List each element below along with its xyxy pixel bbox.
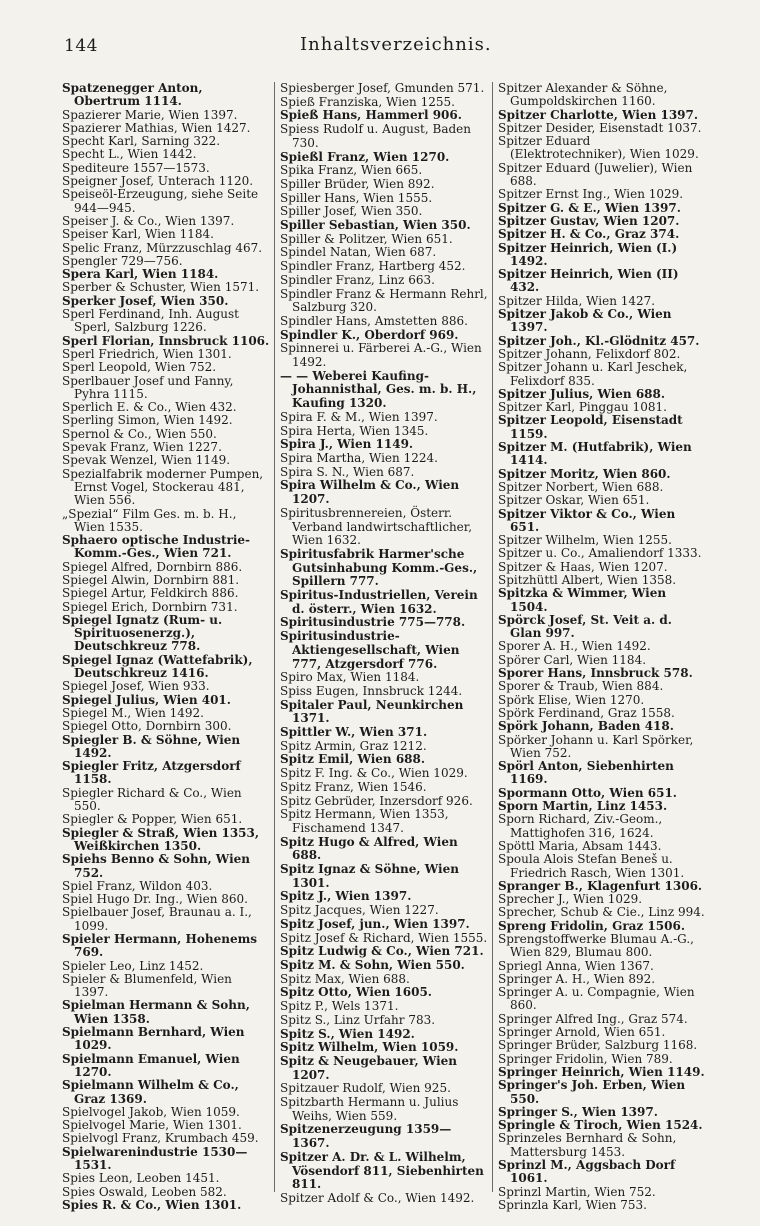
index-entry: Spranger B., Klagenfurt 1306.	[498, 878, 703, 893]
index-entry: Spitzer Karl, Pinggau 1081.	[498, 400, 667, 415]
index-entry: Spitzer Julius, Wien 688.	[498, 386, 666, 401]
index-entry: Spitz Hugo & Alfred, Wien 688.	[280, 834, 458, 863]
index-entry: Spiegel Alwin, Dornbirn 881.	[62, 572, 240, 587]
index-entry: Spitzer M. (Hutfabrik), Wien 1414.	[498, 440, 692, 468]
index-entry: Spiegler & Popper, Wien 651.	[62, 812, 243, 827]
index-entry: Spießl Franz, Wien 1270.	[280, 149, 450, 164]
index-entry: Spiegler Richard & Co., Wien 550.	[62, 785, 242, 814]
index-entry: Spiegel Ignaz (Wattefabrik), Deutschkreuz 1416.	[62, 652, 253, 681]
index-entry: Spitzer Johann, Felixdorf 802.	[498, 346, 681, 361]
index-entry: Spindler Franz & Hermann Rehrl, Salzburg 320.	[280, 286, 488, 315]
index-entry: Sprinzl M., Aggsbach Dorf 1061.	[498, 1158, 676, 1186]
index-entry: Sphaero optische Industrie-Komm.-Ges., Wien 721.	[62, 533, 251, 561]
index-entry: Spitzer G. & E., Wien 1397.	[498, 200, 681, 215]
index-entry: Spitzer Wilhelm, Wien 1255.	[498, 533, 672, 548]
index-entry: Spitz Max, Wien 688.	[280, 971, 410, 986]
index-entry: Springer Arnold, Wien 651.	[498, 1025, 666, 1040]
index-column-3	[498, 82, 706, 1212]
index-entry: Sprinzla Karl, Wien 753.	[498, 1197, 647, 1212]
index-entry: Spiritusindustrie-Aktiengesellschaft, Wien 777, Atzgersdorf 776.	[280, 629, 460, 671]
index-entry: Sporn Richard, Ziv.-Geom., Mattighofen 316, 1624.	[498, 812, 663, 840]
index-entry: Spitzer Heinrich, Wien (II) 432.	[498, 267, 679, 295]
index-entry: Sprecher J., Wien 1029.	[498, 892, 643, 907]
index-entry: Spriegl Anna, Wien 1367.	[498, 958, 654, 973]
index-entry: Spitzer Desider, Eisenstadt 1037.	[498, 120, 702, 135]
index-entry: Spatzenegger Anton, Obertrum 1114.	[62, 81, 203, 109]
index-entry: Spitzer Oskar, Wien 651.	[498, 493, 650, 508]
index-entry: Sporn Martin, Linz 1453.	[498, 799, 668, 814]
index-entry: Spiegel Otto, Dornbirn 300.	[62, 719, 232, 734]
index-entry: Spielmann Emanuel, Wien 1270.	[62, 1051, 240, 1079]
index-entry: Spreng Fridolin, Graz 1506.	[498, 918, 686, 933]
index-entry: Spiegel Artur, Feldkirch 886.	[62, 586, 239, 601]
index-entry: Spitz S., Wien 1492.	[280, 1026, 415, 1041]
index-entry: Spika Franz, Wien 665.	[280, 163, 423, 178]
index-entry: Spieler Hermann, Hohenems 769.	[62, 932, 258, 960]
index-entry: Spielmann Wilhelm & Co., Graz 1369.	[62, 1078, 239, 1106]
index-entry: Sprecher, Schub & Cie., Linz 994.	[498, 905, 705, 920]
index-entry: Speiseöl-Erzeugung, siehe Seite 944—945.	[62, 187, 259, 215]
index-entry: Spiess Rudolf u. August, Baden 730.	[280, 122, 471, 150]
index-entry: Spiro Max, Wien 1184.	[280, 670, 420, 685]
index-entry: Sprengstoffwerke Blumau A.-G., Wien 829, Blumau 800.	[498, 932, 694, 960]
index-entry: Spindler Franz, Linz 663.	[280, 272, 435, 287]
index-entry: Sporer A. H., Wien 1492.	[498, 639, 651, 654]
index-entry: Spitzer Adolf & Co., Wien 1492.	[280, 1190, 475, 1205]
index-entry: Spitz Jacques, Wien 1227.	[280, 903, 439, 918]
index-entry: Spindel Natan, Wien 687.	[280, 245, 437, 260]
index-entry: Spieler Leo, Linz 1452.	[62, 958, 204, 973]
index-entry: Spitzer Viktor & Co., Wien 651.	[498, 506, 676, 534]
index-entry: Speiser Karl, Wien 1184.	[62, 227, 214, 242]
index-entry: Spitzer Norbert, Wien 688.	[498, 479, 664, 494]
index-entry: Springer Fridolin, Wien 789.	[498, 1051, 673, 1066]
index-entry: Springer S., Wien 1397.	[498, 1104, 658, 1119]
index-entry: Speiser J. & Co., Wien 1397.	[62, 213, 235, 228]
index-entry: Spitz Gebrüder, Inzersdorf 926.	[280, 793, 473, 808]
index-entry: Spieß Hans, Hammerl 906.	[280, 108, 462, 123]
index-entry: Spira Wilhelm & Co., Wien 1207.	[280, 478, 460, 507]
index-entry: Spielvogel Jakob, Wien 1059.	[62, 1104, 240, 1119]
index-entry: Spinnerei u. Färberei A.-G., Wien 1492.	[280, 341, 482, 370]
index-entry: Spitzer Heinrich, Wien (I.) 1492.	[498, 240, 678, 268]
index-entry: Sprinzeles Bernhard & Sohn, Mattersburg 1453.	[498, 1131, 677, 1159]
index-entry: Spitaler Paul, Neunkirchen 1371.	[280, 697, 464, 726]
index-entry: Spiegel Julius, Wien 401.	[62, 692, 231, 707]
index-entry: Spitz F. Ing. & Co., Wien 1029.	[280, 766, 468, 781]
index-entry: Spitzer Ernst Ing., Wien 1029.	[498, 187, 684, 202]
index-entry: Spitzer Johann u. Karl Jeschek, Felixdorf 835.	[498, 360, 688, 388]
index-entry: Springer A. H., Wien 892.	[498, 971, 656, 986]
index-entry: Spiesberger Josef, Gmunden 571.	[280, 81, 485, 95]
index-entry: Spiller Brüder, Wien 892.	[280, 176, 435, 191]
index-entry: Spevak Franz, Wien 1227.	[62, 440, 222, 455]
index-entry: Specht Karl, Sarning 322.	[62, 134, 221, 149]
index-entry: Spira F. & M., Wien 1397.	[280, 409, 438, 424]
index-entry: Sperl Friedrich, Wien 1301.	[62, 346, 232, 361]
index-entry: Spielwarenindustrie 1530—1531.	[62, 1144, 248, 1173]
index-column-2	[280, 82, 488, 1206]
column-divider	[274, 82, 275, 1192]
index-entry: Spiegel Ignatz (Rum- u. Spirituosenerzg.), Deutschkreuz 778.	[62, 612, 223, 654]
index-entry: Spitz Ludwig & Co., Wien 721.	[280, 944, 484, 959]
index-entry: Spitzbarth Hermann u. Julius Weihs, Wien 559.	[280, 1095, 459, 1123]
index-entry: Spitzer Eduard (Elektrotechniker), Wien 1029.	[498, 134, 699, 162]
index-entry: — — Weberei Kaufing-Johannisthal, Ges. m. b. H., Kaufing 1320.	[280, 368, 477, 411]
index-entry: Sperker Josef, Wien 350.	[62, 293, 229, 308]
index-entry: Spitzer Eduard (Juwelier), Wien 688.	[498, 160, 693, 189]
index-entry: Sporer & Traub, Wien 884.	[498, 679, 664, 694]
index-entry: Spoula Alois Stefan Beneš u. Friedrich Rasch, Wien 1301.	[498, 852, 685, 880]
index-entry: Spitz Wilhelm, Wien 1059.	[280, 1040, 459, 1055]
index-entry: Spöttl Maria, Absam 1443.	[498, 838, 662, 853]
index-entry: Spiegel Alfred, Dornbirn 886.	[62, 559, 243, 574]
index-entry: Spazierer Marie, Wien 1397.	[62, 107, 238, 122]
index-entry: Spörck Josef, St. Veit a. d. Glan 997.	[498, 612, 672, 641]
index-entry: Spitzer Leopold, Eisenstadt 1159.	[498, 413, 683, 441]
index-entry: Spörker Johann u. Karl Spörker, Wien 752.	[498, 732, 694, 760]
index-entry: Spies Oswald, Leoben 582.	[62, 1184, 227, 1199]
index-entry: Spira S. N., Wien 687.	[280, 464, 415, 479]
index-entry: Spiegler & Straß, Wien 1353, Weißkirchen 1350.	[62, 825, 260, 853]
index-entry: Spera Karl, Wien 1184.	[62, 267, 219, 282]
index-entry: Spitz M. & Sohn, Wien 550.	[280, 958, 465, 972]
index-entry: Sperber & Schuster, Wien 1571.	[62, 280, 260, 295]
index-entry: Spörl Anton, Siebenhirten 1169.	[498, 759, 674, 787]
index-entry: Spiss Eugen, Innsbruck 1244.	[280, 683, 463, 698]
index-entry: Spielvogel Marie, Wien 1301.	[62, 1118, 242, 1133]
index-entry: Spiehs Benno & Sohn, Wien 752.	[62, 852, 250, 880]
index-entry: Spitz S., Linz Urfahr 783.	[280, 1012, 436, 1027]
index-column-1	[62, 82, 270, 1212]
index-entry: Spiegel Josef, Wien 933.	[62, 679, 210, 694]
index-entry: Sperlbauer Josef und Fanny, Pyhra 1115.	[62, 373, 234, 401]
index-entry: Spitzauer Rudolf, Wien 925.	[280, 1081, 451, 1096]
index-entry: Spormann Otto, Wien 651.	[498, 785, 677, 800]
index-entry: Spira Herta, Wien 1345.	[280, 423, 429, 438]
index-entry: Spengler 729—756.	[62, 253, 183, 268]
index-entry: Spitzer & Haas, Wien 1207.	[498, 559, 668, 574]
index-entry: Spieler & Blumenfeld, Wien 1397.	[62, 971, 232, 1000]
index-entry: Spittler W., Wien 371.	[280, 725, 428, 740]
index-entry: Sperlich E. & Co., Wien 432.	[62, 400, 237, 415]
index-entry: Spiritusfabrik Harmer'sche Gutsinhabung Komm.-Ges., Spillern 777.	[280, 546, 478, 589]
index-entry: Spitzhüttl Albert, Wien 1358.	[498, 572, 677, 587]
index-entry: Spitz & Neugebauer, Wien 1207.	[280, 1053, 458, 1082]
index-entry: Spiller & Politzer, Wien 651.	[280, 231, 453, 246]
index-entry: Spitz P., Wels 1371.	[280, 999, 399, 1014]
index-entry: Spitzer Jakob & Co., Wien 1397.	[498, 307, 672, 335]
index-entry: Spitz Armin, Graz 1212.	[280, 738, 427, 753]
index-entry: Spiegel Erich, Dornbirn 731.	[62, 599, 238, 614]
index-entry: Spelic Franz, Mürzzuschlag 467.	[62, 240, 263, 255]
index-entry: Spiller Josef, Wien 350.	[280, 204, 423, 219]
index-entry: Spezialfabrik moderner Pumpen, Ernst Vogel, Stockerau 481, Wien 556.	[62, 466, 264, 508]
index-entry: Spiel Hugo Dr. Ing., Wien 860.	[62, 892, 248, 907]
index-entry: Spiritus-Industriellen, Verein d. österr., Wien 1632.	[280, 588, 478, 616]
index-entry: Spörk Elise, Wien 1270.	[498, 692, 645, 707]
index-entry: Spindler K., Oberdorf 969.	[280, 327, 459, 342]
index-entry: Spielvogl Franz, Krumbach 459.	[62, 1131, 259, 1146]
index-entry: Spiritusbrennereien, Österr. Verband landwirtschaftlicher, Wien 1632.	[280, 505, 473, 548]
index-entry: Spitz Josef & Richard, Wien 1555.	[280, 930, 488, 945]
index-entry: Spitzer u. Co., Amaliendorf 1333.	[498, 546, 702, 561]
index-entry: Spazierer Mathias, Wien 1427.	[62, 120, 251, 135]
index-entry: Spira J., Wien 1149.	[280, 437, 414, 452]
index-entry: „Spezial“ Film Ges. m. b. H., Wien 1535.	[62, 506, 237, 534]
index-entry: Springer Alfred Ing., Graz 574.	[498, 1011, 688, 1026]
index-entry: Spitzer Joh., Kl.-Glödnitz 457.	[498, 333, 700, 348]
index-entry: Springer Brüder, Salzburg 1168.	[498, 1038, 698, 1053]
index-entry: Springer A. u. Compagnie, Wien 860.	[498, 985, 695, 1013]
index-entry: Spira Martha, Wien 1224.	[280, 450, 438, 465]
column-divider	[492, 82, 493, 1192]
index-entry: Spiritusindustrie 775—778.	[280, 615, 466, 630]
index-entry: Sprinzl Martin, Wien 752.	[498, 1184, 656, 1199]
index-entry: Sperling Simon, Wien 1492.	[62, 413, 233, 428]
page-number: 144	[64, 36, 98, 56]
index-entry: Spiller Sebastian, Wien 350.	[280, 218, 471, 233]
index-entry: Sperl Leopold, Wien 752.	[62, 360, 217, 375]
index-entry: Spiller Hans, Wien 1555.	[280, 190, 433, 205]
page-title: Inhaltsverzeichnis.	[300, 34, 492, 55]
index-entry: Spitz Otto, Wien 1605.	[280, 985, 432, 1000]
index-entry: Spitz Josef, jun., Wien 1397.	[280, 916, 470, 931]
index-entry: Spitzer Hilda, Wien 1427.	[498, 293, 656, 308]
index-entry: Spitz Franz, Wien 1546.	[280, 779, 427, 794]
index-entry: Spitzer Alexander & Söhne, Gumpoldskirchen 1160.	[498, 81, 668, 109]
index-entry: Spieß Franziska, Wien 1255.	[280, 94, 455, 109]
index-entry: Spiegel M., Wien 1492.	[62, 705, 204, 720]
index-entry: Spindler Hans, Amstetten 886.	[280, 313, 468, 328]
index-entry: Spielman Hermann & Sohn, Wien 1358.	[62, 998, 250, 1026]
index-entry: Spitzer Gustav, Wien 1207.	[498, 213, 680, 228]
index-entry: Sporer Hans, Innsbruck 578.	[498, 666, 693, 681]
index-entry: Spiegler B. & Söhne, Wien 1492.	[62, 732, 241, 760]
index-entry: Spediteure 1557—1573.	[62, 160, 210, 175]
index-entry: Spitz Emil, Wien 688.	[280, 752, 426, 767]
index-entry: Spitzenerzeugung 1359—1367.	[280, 1122, 452, 1151]
index-entry: Spitzer H. & Co., Graz 374.	[498, 227, 680, 242]
index-entry: Spitz Hermann, Wien 1353, Fischamend 1347.	[280, 807, 449, 835]
index-entry: Spiel Franz, Wildon 403.	[62, 878, 213, 893]
index-entry: Spitzer Moritz, Wien 860.	[498, 466, 671, 481]
index-entry: Spitzka & Wimmer, Wien 1504.	[498, 586, 667, 614]
index-entry: Spitzer Charlotte, Wien 1397.	[498, 107, 699, 122]
index-entry: Spielmann Bernhard, Wien 1029.	[62, 1025, 245, 1053]
index-entry: Speigner Josef, Unterach 1120.	[62, 174, 254, 189]
index-entry: Springer's Joh. Erben, Wien 550.	[498, 1078, 686, 1106]
index-entry: Spernol & Co., Wien 550.	[62, 426, 217, 441]
index-entry: Spitz J., Wien 1397.	[280, 889, 412, 904]
index-entry: Spies R. & Co., Wien 1301.	[62, 1197, 242, 1212]
index-entry: Spörk Johann, Baden 418.	[498, 719, 674, 734]
index-entry: Sperl Ferdinand, Inh. August Sperl, Salzburg 1226.	[62, 307, 239, 335]
index-entry: Springer Heinrich, Wien 1149.	[498, 1064, 705, 1079]
index-entry: Spitz Ignaz & Söhne, Wien 1301.	[280, 862, 459, 890]
index-entry: Spitzer A. Dr. & L. Wilhelm, Vösendorf 811, Siebenhirten 811.	[280, 1149, 484, 1192]
index-entry: Spörk Ferdinand, Graz 1558.	[498, 705, 675, 720]
index-entry: Spiegler Fritz, Atzgersdorf 1158.	[62, 759, 241, 787]
index-entry: Spies Leon, Leoben 1451.	[62, 1171, 220, 1186]
index-entry: Springle & Tiroch, Wien 1524.	[498, 1118, 703, 1133]
index-entry: Spielbauer Josef, Braunau a. I., 1099.	[62, 905, 252, 933]
index-entry: Sperl Florian, Innsbruck 1106.	[62, 333, 270, 348]
index-entry: Spevak Wenzel, Wien 1149.	[62, 453, 231, 468]
index-entry: Specht L., Wien 1442.	[62, 147, 197, 162]
index-entry: Spörer Carl, Wien 1184.	[498, 652, 647, 667]
index-entry: Spindler Franz, Hartberg 452.	[280, 259, 466, 274]
